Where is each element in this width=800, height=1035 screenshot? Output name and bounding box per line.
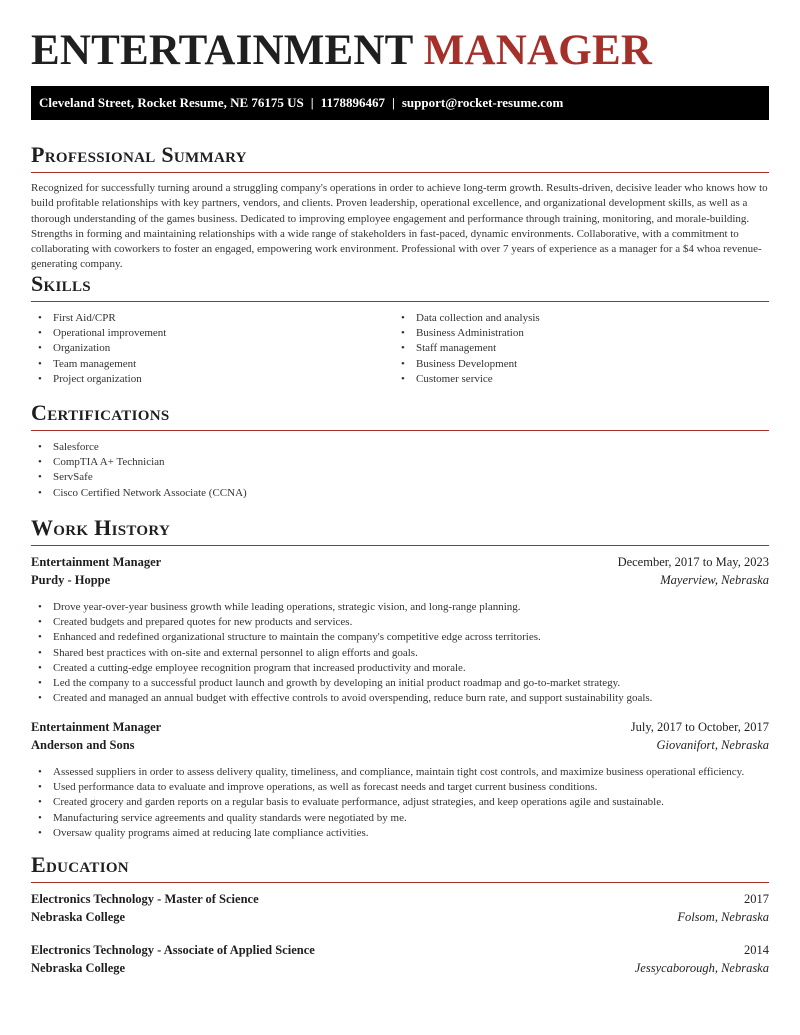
job-duty: • Led the company to a successful product launch and growth by developing an initial product roadmap and go-to-market strategy. xyxy=(31,676,769,691)
job-company: Anderson and Sons xyxy=(31,738,135,752)
summary-section xyxy=(31,142,769,273)
job-duty: • Created budgets and prepared quotes for new products and services. xyxy=(31,615,769,630)
section-divider xyxy=(31,301,769,302)
education-degree: Electronics Technology - Associate of Applied Science xyxy=(31,943,315,957)
job-duty: • Manufacturing service agreements and quality standards were negotiated by me. xyxy=(31,811,769,826)
job-entry xyxy=(31,720,769,841)
job-duties-list xyxy=(31,600,769,706)
job-duty: • Created and managed an annual budget with effective controls to avoid overspending, reduce burn rate, and support sustainability goals. xyxy=(31,691,769,706)
job-dates: July, 2017 to October, 2017 xyxy=(630,720,769,734)
education-entry xyxy=(31,892,769,928)
job-duty: • Used performance data to evaluate and improve operations, as well as forecast needs and target current business conditions. xyxy=(31,780,769,795)
education-school: Nebraska College xyxy=(31,910,126,924)
certifications-heading: Certifications xyxy=(31,400,170,425)
summary-heading: Professional Summary xyxy=(31,142,247,167)
contact-bar xyxy=(31,86,769,120)
job-entry xyxy=(31,555,769,706)
skill-item: • Data collection and analysis xyxy=(394,311,757,326)
contact-separator: | xyxy=(391,95,395,110)
summary-text: Recognized for successfully turning around a struggling company's operations in order to achieve long-term growth. Results-driven, decisive leader who knows how to build profitable relationships with key partners, vendors, and clients. Proven leadership, operational excellence, and organizational development skills, as well as a thorough understanding of the games business. Dedicated to improving employee engagement and performance through training, monitoring, and morale-building. Strengths in forming and maintaining relationships with a wide range of stakeholders in fast-paced, dynamic environments. Collaborative, with a commitment to collaborating with coworkers to foster an engaged, empowering work environment. Professional with over 7 years of experience as a manager for a $4 whoa revenue-generating company. xyxy=(31,182,768,271)
certification-item: • CompTIA A+ Technician xyxy=(31,455,769,470)
education-heading: Education xyxy=(31,852,129,877)
contact-address: Cleveland Street, Rocket Resume, NE 76175 US xyxy=(39,95,304,110)
job-duty: • Enhanced and redefined organizational structure to maintain the company's competitive edge across territories. xyxy=(31,630,769,645)
job-company: Purdy - Hoppe xyxy=(31,573,111,587)
job-dates: December, 2017 to May, 2023 xyxy=(617,555,769,569)
job-duty: • Drove year-over-year business growth while leading operations, strategic vision, and long-range planning. xyxy=(31,600,769,615)
title-first-word: ENTERTAINMENT xyxy=(31,27,413,74)
education-section xyxy=(31,852,769,883)
section-divider xyxy=(31,545,769,546)
certification-item: • Salesforce xyxy=(31,440,769,455)
contact-separator: | xyxy=(310,95,314,110)
job-location: Mayerview, Nebraska xyxy=(660,573,769,587)
education-year: 2014 xyxy=(744,943,769,957)
skill-item: • Staff management xyxy=(394,341,757,356)
job-duty: • Shared best practices with on-site and external personnel to align efforts and goals. xyxy=(31,646,769,661)
skills-left-list xyxy=(31,311,394,387)
skill-item: • Project organization xyxy=(31,372,394,387)
skills-section xyxy=(31,271,769,387)
job-title: Entertainment Manager xyxy=(31,555,162,569)
education-location: Folsom, Nebraska xyxy=(677,910,769,924)
job-duty: • Oversaw quality programs aimed at reducing late compliance activities. xyxy=(31,826,769,841)
certifications-list xyxy=(31,440,769,501)
resume-title xyxy=(31,26,652,76)
education-year: 2017 xyxy=(744,892,769,906)
skill-item: • Team management xyxy=(31,357,394,372)
education-entry xyxy=(31,943,769,979)
job-duty: • Created grocery and garden reports on a regular basis to evaluate performance, adjust strategies, and keep operations agile and sustainable. xyxy=(31,795,769,810)
education-school: Nebraska College xyxy=(31,961,126,975)
certification-item: • ServSafe xyxy=(31,470,769,485)
job-title: Entertainment Manager xyxy=(31,720,162,734)
job-location: Giovanifort, Nebraska xyxy=(656,738,769,752)
work-history-heading: Work History xyxy=(31,515,171,540)
skill-item: • Business Administration xyxy=(394,326,757,341)
work-history-section xyxy=(31,515,769,546)
skills-right-list xyxy=(394,311,757,387)
skills-heading: Skills xyxy=(31,271,91,296)
section-divider xyxy=(31,172,769,173)
job-duty: • Created a cutting-edge employee recognition program that increased productivity and morale. xyxy=(31,661,769,676)
certification-item: • Cisco Certified Network Associate (CCNA) xyxy=(31,486,769,501)
skill-item: • Organization xyxy=(31,341,394,356)
skill-item: • Operational improvement xyxy=(31,326,394,341)
title-second-word: MANAGER xyxy=(423,27,653,74)
education-location: Jessycaborough, Nebraska xyxy=(634,961,769,975)
job-duties-list xyxy=(31,765,769,841)
contact-email: support@rocket-resume.com xyxy=(401,95,564,110)
skill-item: • Business Development xyxy=(394,357,757,372)
job-duty: • Assessed suppliers in order to assess delivery quality, timeliness, and compliance, maintain tight cost controls, and maximize business operational efficiency. xyxy=(31,765,769,780)
skill-item: • Customer service xyxy=(394,372,757,387)
contact-phone: 1178896467 xyxy=(320,95,385,110)
section-divider xyxy=(31,882,769,883)
skill-item: • First Aid/CPR xyxy=(31,311,394,326)
education-degree: Electronics Technology - Master of Science xyxy=(31,892,259,906)
section-divider xyxy=(31,430,769,431)
certifications-section xyxy=(31,400,769,501)
